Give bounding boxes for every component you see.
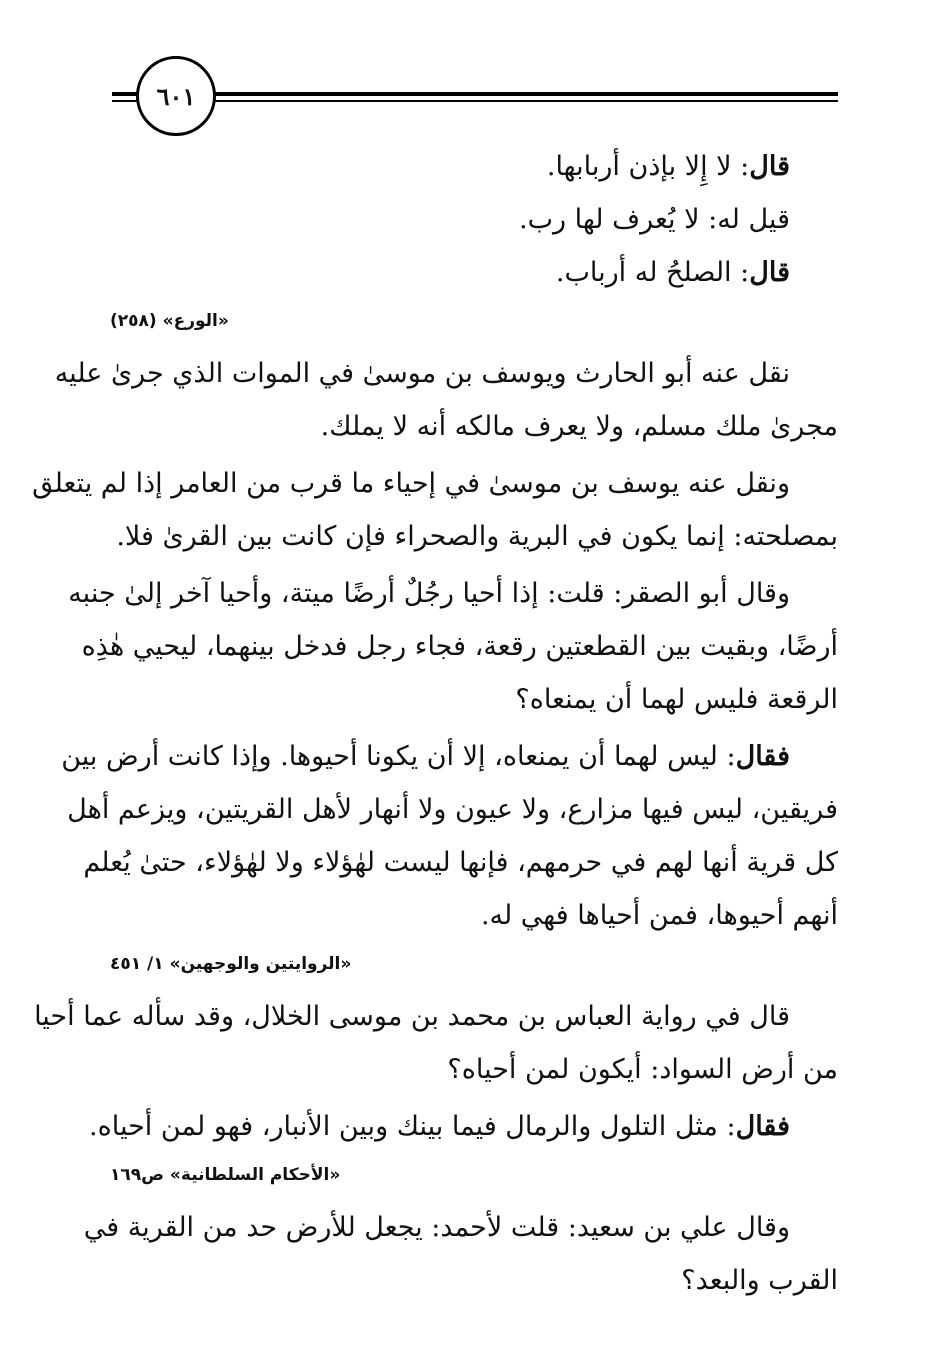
- paragraph-line: من أرض السواد: أيكون لمن أحياه؟: [447, 1054, 838, 1085]
- qa-text: قيل له: لا يُعرف لها رب.: [519, 204, 790, 235]
- paragraph: [32, 457, 838, 563]
- paragraph-line: الرقعة فليس لهما أن يمنعاه؟: [515, 684, 838, 715]
- paragraph-line: قال في رواية العباس بن محمد بن موسى الخلال، وقد سأله عما أحيا: [34, 1001, 790, 1032]
- header-rule-thin: [112, 100, 838, 102]
- page-body: [32, 140, 838, 1307]
- paragraph-text: : ليس لهما أن يمنعاه، إلا أن يكونا أحيوها. وإذا كانت أرض بين: [61, 741, 736, 772]
- paragraph-line: أرضًا، وبقيت بين القطعتين رقعة، فجاء رجل فدخل بينهما، ليحيي هٰذِه: [81, 631, 838, 662]
- paragraph-line: وقال علي بن سعيد: قلت لأحمد: يجعل للأرض حد من القرية في: [83, 1212, 790, 1243]
- qa-text: : الصلحُ له أرباب.: [555, 257, 750, 288]
- page-header: [0, 0, 950, 140]
- paragraph-line: [61, 730, 838, 783]
- paragraph: [61, 730, 838, 942]
- paragraph-line: كل قرية أنها لهم في حرمهم، فإنها ليست لهٰؤلاء ولا لهٰؤلاء، حتىٰ يُعلم: [83, 847, 838, 878]
- qa-block: [110, 140, 838, 299]
- paragraph-line: [89, 1100, 838, 1153]
- paragraph-line: وقال أبو الصقر: قلت: إذا أحيا رجُلٌ أرضًا ميتة، وأحيا آخر إلىٰ جنبه: [68, 578, 790, 609]
- paragraph: [83, 1201, 838, 1307]
- paragraph-line: القرب والبعد؟: [681, 1265, 838, 1296]
- page-number: ٦٠١: [136, 56, 216, 136]
- qa-line: [110, 140, 838, 193]
- paragraph-line: ونقل عنه يوسف بن موسىٰ في إحياء ما قرب من العامر إذا لم يتعلق: [32, 468, 790, 499]
- paragraph-line: مجرىٰ ملك مسلم، ولا يعرف مالكه أنه لا يملك.: [320, 411, 838, 442]
- paragraph-line: بمصلحته: إنما يكون في البرية والصحراء فإن كانت بين القرىٰ فلا.: [116, 521, 838, 552]
- speaker-label: فقال: [735, 1111, 790, 1142]
- speaker-label: قال: [749, 151, 790, 182]
- paragraph: [34, 990, 838, 1096]
- paragraph: [89, 1100, 838, 1153]
- qa-line: [110, 193, 838, 246]
- paragraph-line: فريقين، ليس فيها مزارع، ولا عيون ولا أنهار لأهل القريتين، ويزعم أهل: [67, 794, 838, 825]
- source-citation: «الأحكام السلطانية» ص١٦٩: [110, 1165, 341, 1185]
- paragraph-text: : مثل التلول والرمال فيما بينك وبين الأنبار، فهو لمن أحياه.: [89, 1111, 736, 1142]
- paragraph-line: نقل عنه أبو الحارث ويوسف بن موسىٰ في الموات الذي جرىٰ عليه: [54, 358, 790, 389]
- qa-line: [110, 246, 838, 299]
- speaker-label: فقال: [735, 741, 790, 772]
- qa-text: : لا إِلا بإذن أربابها.: [546, 151, 750, 182]
- source-citation: «الورع» (٢٥٨): [110, 311, 229, 331]
- source-citation: «الروايتين والوجهين» ١/ ٤٥١: [110, 954, 352, 974]
- paragraph: [68, 567, 838, 726]
- header-rule-thick: [112, 92, 838, 96]
- paragraph-line: أنهم أحيوها، فمن أحياها فهي له.: [480, 900, 838, 931]
- speaker-label: قال: [749, 257, 790, 288]
- paragraph: [54, 347, 838, 453]
